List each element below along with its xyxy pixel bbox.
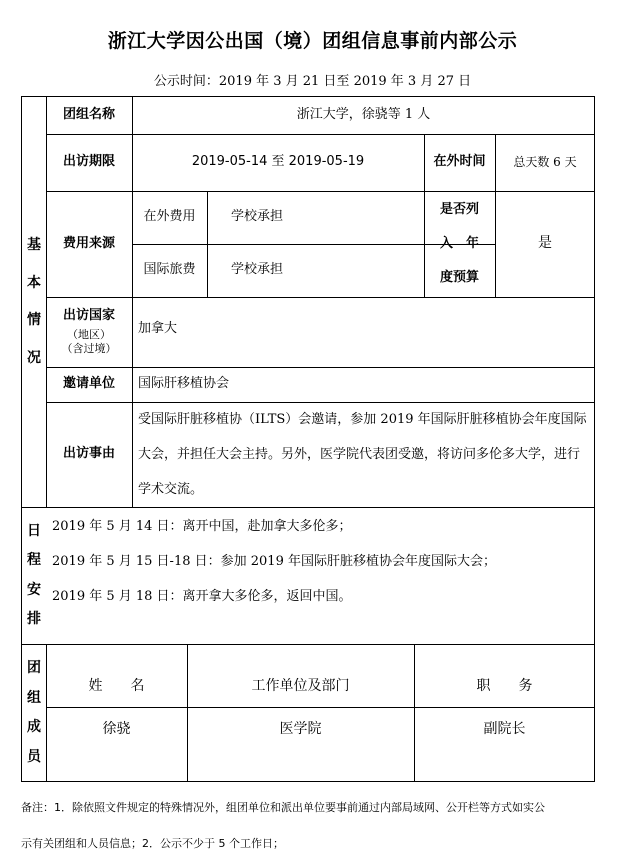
duration-label: 出访期限 [62,154,115,170]
member-header-unit: 工作单位及部门 [251,678,350,695]
duration-value: 2019-05-14 至 2019-05-19 [191,154,365,170]
table-rule [22,507,595,508]
country-value: 加拿大 [138,321,178,336]
funding-travel-value: 学校承担 [231,262,284,278]
table-rule [22,644,595,645]
inviter-value: 国际肝移植协会 [138,376,230,392]
member-header-name: 姓 名 [88,678,145,695]
footnote-line: 示有关团组和人员信息；2．公示不少于 5 个工作日； [21,837,284,850]
funding-abroad-value: 学校承担 [231,209,284,225]
schedule-line: 2019 年 5 月 14 日：离开中国，赴加拿大多伦多； [52,519,352,534]
footnote-line: 备注：1．除依照文件规定的特殊情况外，组团单位和派出单位要事前通过内部局域网、公开栏等方式如实公 [21,801,545,814]
reason-label: 出访事由 [62,446,115,462]
funding-abroad-label: 在外费用 [143,209,196,225]
funding-travel-label: 国际旅费 [143,262,196,278]
page-title: 浙江大学因公出国（境）团组信息事前内部公示 [107,30,518,52]
section-label-schedule: 日 程 安 排 [27,522,41,627]
member-position: 副院长 [483,720,526,737]
reason-value: 受国际肝脏移植协（ILTS）会邀请，参加 2019 年国际肝脏移植协会年度国际大会，并担任大会主持。另外，医学院代表团受邀，将访问多伦多大学，进行学术交流。 [138,412,587,497]
budget-question-label: 是否列 入 年 度预算 [439,202,479,285]
country-label: 出访国家 （地区） （含过境） [61,308,117,356]
abroad-time-value: 总天数 6 天 [513,155,577,169]
schedule-line: 2019 年 5 月 15 日-18 日：参加 2019 年国际肝脏移植协会年度国际大会； [52,554,496,569]
group-name-value: 浙江大学，徐骁等 1 人 [296,107,431,123]
group-name-label: 团组名称 [62,107,115,123]
budget-value: 是 [538,235,552,252]
section-label-members: 团 组 成 员 [27,660,41,765]
footnote [21,790,601,862]
member-unit: 医学院 [279,720,322,737]
publicity-period: 公示时间：2019 年 3 月 21 日至 2019 年 3 月 27 日 [153,74,472,89]
schedule-line: 2019 年 5 月 18 日：离开拿大多伦多，返回中国。 [52,589,352,604]
inviter-label: 邀请单位 [62,376,115,392]
member-name: 徐骁 [102,720,131,737]
info-table [21,96,595,782]
section-label-basic: 基 本 情 况 [27,237,41,366]
member-header-position: 职 务 [476,678,533,695]
abroad-time-label: 在外时间 [433,154,486,170]
funding-label: 费用来源 [62,235,115,251]
